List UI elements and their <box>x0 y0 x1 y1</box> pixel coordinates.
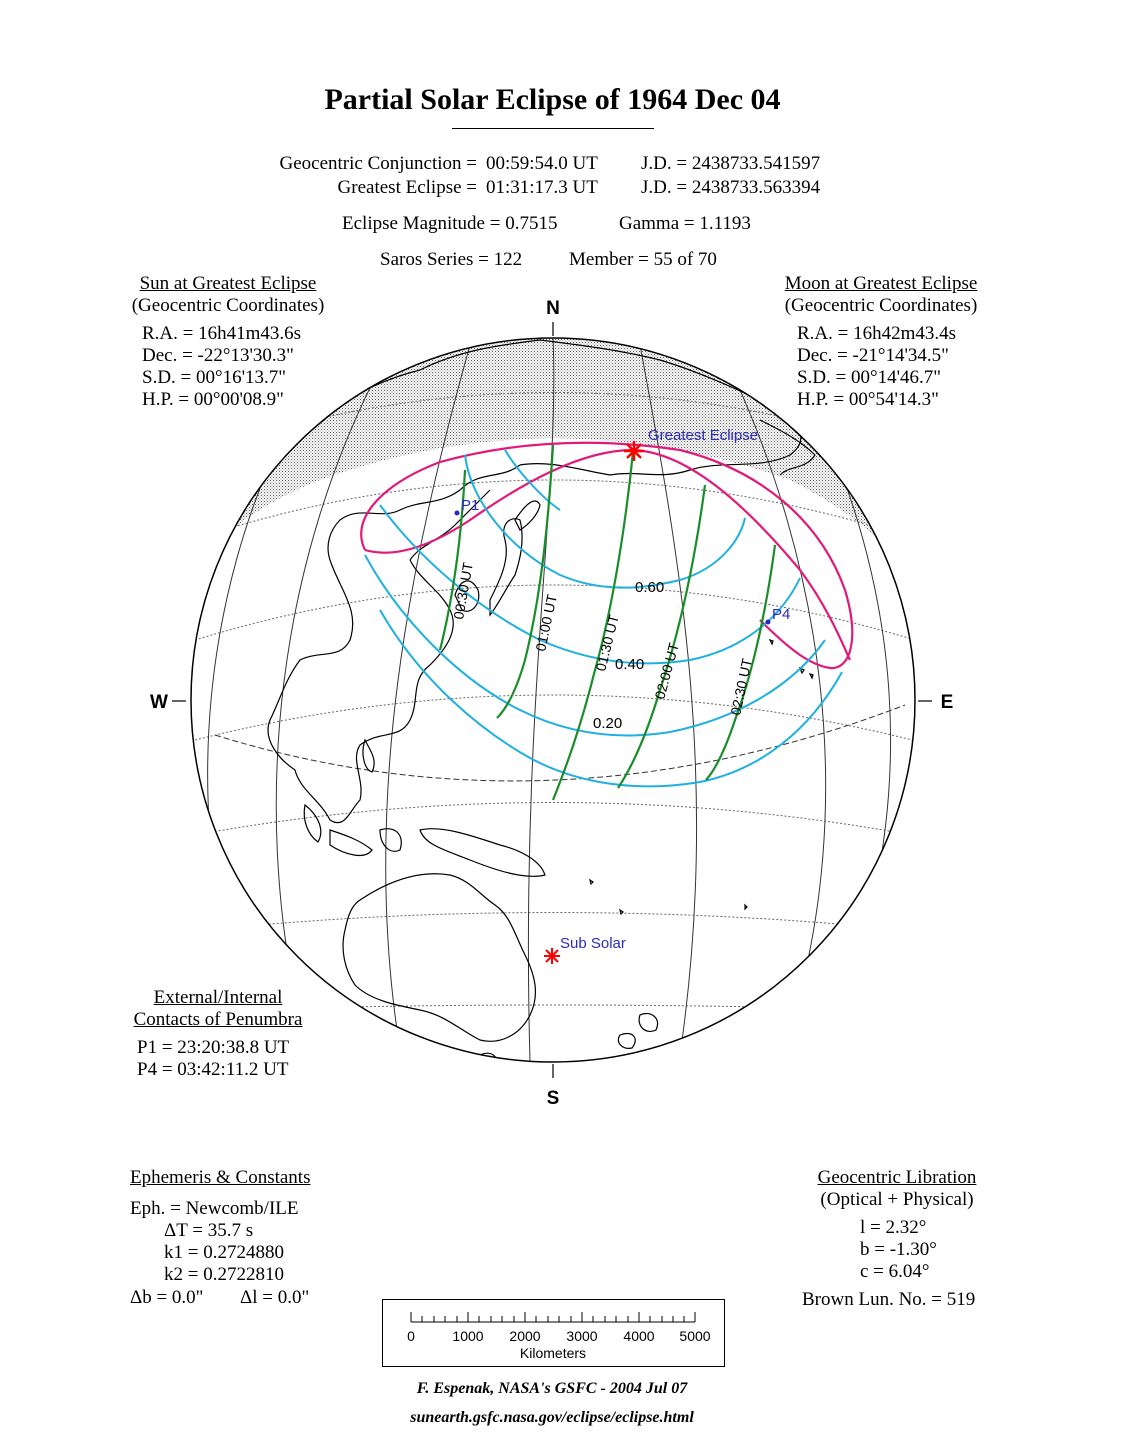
libration-panel <box>787 1167 1007 1211</box>
scale-tick-labels <box>407 1328 711 1361</box>
p4-label: P4 <box>772 606 791 623</box>
greatest-eclipse-jd: J.D. = 2438733.563394 <box>641 177 821 198</box>
p1-label: P1 <box>461 497 480 514</box>
moon-heading: Moon at Greatest Eclipse <box>784 273 978 294</box>
scale-label-1000: 1000 <box>452 1328 484 1344</box>
compass-east: E <box>940 692 954 713</box>
sun-hp: H.P. = 00°00'08.9" <box>142 389 284 410</box>
libration-c: c = 6.04° <box>860 1261 930 1282</box>
sun-heading: Sun at Greatest Eclipse <box>139 273 317 294</box>
sun-sd: S.D. = 00°16'13.7" <box>142 367 287 388</box>
contact-p4: P4 = 03:42:11.2 UT <box>137 1059 289 1080</box>
gamma: Gamma = 1.1193 <box>619 213 751 234</box>
p1-dot <box>455 511 460 516</box>
ephemeris-heading: Ephemeris & Constants <box>130 1167 311 1188</box>
libration-b: b = -1.30° <box>860 1239 937 1260</box>
saros-member: Member = 55 of 70 <box>569 249 717 270</box>
scale-label-4000: 4000 <box>623 1328 655 1344</box>
scale-unit: Kilometers <box>519 1345 587 1361</box>
contacts-panel <box>118 987 318 1031</box>
contacts-heading-1: External/Internal <box>153 987 283 1008</box>
time-label-0200: 02:00 UT <box>651 641 682 701</box>
p4-dot <box>766 620 771 625</box>
libration-l: l = 2.32° <box>860 1217 927 1238</box>
scale-label-3000: 3000 <box>566 1328 598 1344</box>
sun-dec: Dec. = -22°13'30.3" <box>142 345 294 366</box>
graticule-equator-guides <box>215 705 905 781</box>
scale-bar <box>383 1300 724 1366</box>
eclipse-magnitude: Eclipse Magnitude = 0.7515 <box>342 213 558 234</box>
credit-author: F. Espenak, NASA's GSFC - 2004 Jul 07 <box>416 1380 688 1397</box>
geocentric-conjunction-time: 00:59:54.0 UT <box>486 153 598 174</box>
magnitude-label-040: 0.40 <box>615 656 645 673</box>
sun-ra: R.A. = 16h41m43.6s <box>142 323 302 344</box>
magnitude-label-060: 0.60 <box>635 579 665 596</box>
contacts-heading-2: Contacts of Penumbra <box>133 1009 303 1030</box>
compass-south: S <box>546 1088 560 1109</box>
ephemeris-k1: k1 = 0.2724880 <box>164 1242 284 1263</box>
compass-north: N <box>546 298 560 319</box>
time-line-labels <box>450 561 755 717</box>
time-label-0230: 02:30 UT <box>727 656 755 717</box>
time-label-0030: 00:30 UT <box>450 561 476 621</box>
contacts-values <box>137 1037 289 1081</box>
compass-west: W <box>150 692 168 713</box>
ephemeris-panel <box>130 1167 310 1286</box>
greatest-eclipse-label: Greatest Eclipse <box>648 427 759 444</box>
libration-values <box>860 1217 937 1283</box>
ephemeris-delta-l: Δl = 0.0" <box>240 1287 310 1308</box>
moon-ra: R.A. = 16h42m43.4s <box>797 323 957 344</box>
credit-url: sunearth.gsfc.nasa.gov/eclipse/eclipse.html <box>410 1409 694 1426</box>
moon-subheading: (Geocentric Coordinates) <box>784 295 978 316</box>
libration-subheading: (Optical + Physical) <box>820 1189 974 1210</box>
ephemeris-k2: k2 = 0.2722810 <box>164 1264 284 1285</box>
time-label-0100: 01:00 UT <box>532 592 560 653</box>
ephemeris-eph: Eph. = Newcomb/ILE <box>130 1198 299 1219</box>
moon-hp: H.P. = 00°54'14.3" <box>797 389 939 410</box>
greatest-eclipse-time: 01:31:17.3 UT <box>486 177 598 198</box>
scale-bar-box <box>382 1299 725 1367</box>
sub-solar-label: Sub Solar <box>560 935 626 952</box>
scale-label-0: 0 <box>407 1328 415 1344</box>
ephemeris-delta-b: Δb = 0.0" <box>130 1287 204 1308</box>
brown-lunation-number: Brown Lun. No. = 519 <box>802 1289 976 1310</box>
time-label-0130: 01:30 UT <box>592 612 622 673</box>
night-shading <box>180 200 930 590</box>
moon-dec: Dec. = -21°14'34.5" <box>797 345 949 366</box>
moon-sd: S.D. = 00°14'46.7" <box>797 367 942 388</box>
page-title: Partial Solar Eclipse of 1964 Dec 04 <box>324 83 781 116</box>
saros-series: Saros Series = 122 <box>380 249 523 270</box>
sun-subheading: (Geocentric Coordinates) <box>131 295 325 316</box>
contact-p1: P1 = 23:20:38.8 UT <box>137 1037 290 1058</box>
scale-label-5000: 5000 <box>679 1328 711 1344</box>
greatest-eclipse-label: Greatest Eclipse = <box>337 177 477 198</box>
scale-label-2000: 2000 <box>509 1328 541 1344</box>
sub-solar-marker <box>544 948 560 964</box>
ephemeris-delta-t: ΔT = 35.7 s <box>164 1220 254 1241</box>
magnitude-label-020: 0.20 <box>593 715 623 732</box>
libration-heading: Geocentric Libration <box>817 1167 977 1188</box>
greatest-eclipse-marker <box>624 441 644 461</box>
geocentric-conjunction-label: Geocentric Conjunction = <box>279 153 477 174</box>
geocentric-conjunction-jd: J.D. = 2438733.541597 <box>641 153 821 174</box>
scale-ticks <box>411 1312 695 1322</box>
